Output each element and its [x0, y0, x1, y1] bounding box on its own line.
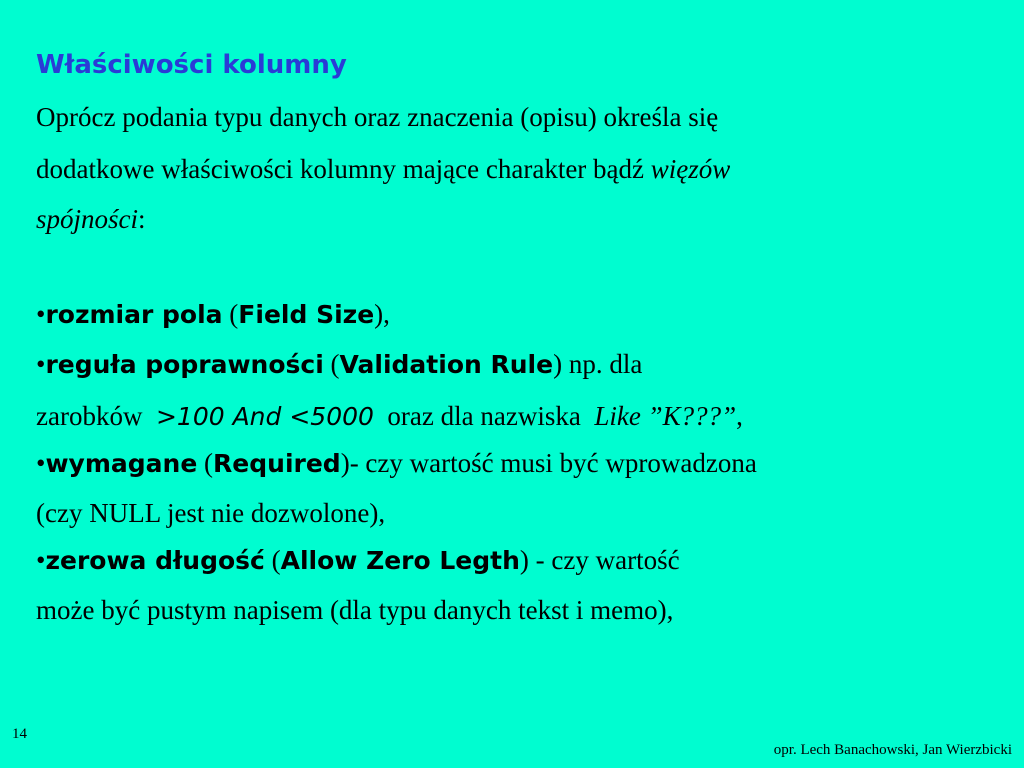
- bullet-marker: •: [36, 448, 46, 478]
- bullet-close: ) np. dla: [553, 349, 643, 379]
- intro-line-2: [36, 156, 730, 183]
- intro-line-3: [36, 206, 146, 233]
- bullet-open-paren: (: [264, 545, 281, 575]
- validation-expression: >100 And <5000: [155, 402, 374, 431]
- bullet-close: ) - czy wartość: [519, 545, 680, 575]
- bullet-allow-zero-length: [36, 547, 680, 574]
- bullet-term: wymagane: [45, 449, 198, 478]
- slide-title: Właściwości kolumny: [36, 50, 347, 80]
- page-number: 14: [12, 726, 27, 742]
- bullet-required: [36, 450, 757, 477]
- bullet-term: zerowa długość: [45, 546, 265, 575]
- cont-mid: oraz dla nazwiska: [373, 401, 595, 431]
- cont-text: może być pustym napisem (dla typu danych tekst i memo),: [36, 595, 674, 625]
- bullet-term: rozmiar pola: [45, 300, 223, 329]
- bullet-open-paren: (: [197, 448, 214, 478]
- bullet-term: reguła poprawności: [45, 350, 324, 379]
- bullet-open-paren: (: [222, 299, 239, 329]
- intro-line-2-italic: więzów: [650, 154, 731, 184]
- bullet-open-paren: (: [323, 349, 340, 379]
- bullet-english-term: Field Size: [238, 300, 375, 329]
- cont-text: (czy NULL jest nie dozwolone),: [36, 498, 386, 528]
- bullet-required-cont: [36, 500, 385, 527]
- bullet-close: )- czy wartość musi być wprowadzona: [340, 448, 757, 478]
- bullet-allow-zero-length-cont: [36, 597, 673, 624]
- intro-line-1-text: Oprócz podania typu danych oraz znaczenia (opisu) określa się: [36, 102, 719, 132]
- intro-line-1: [36, 104, 718, 131]
- like-expression: Like ”K???”: [594, 401, 737, 431]
- bullet-marker: •: [36, 545, 46, 575]
- bullet-validation-rule-cont: [36, 403, 743, 430]
- bullet-marker: •: [36, 349, 46, 379]
- intro-line-2-text: dodatkowe właściwości kolumny mające charakter bądź: [36, 154, 651, 184]
- author-credit: opr. Lech Banachowski, Jan Wierzbicki: [773, 742, 1012, 758]
- bullet-close: ),: [374, 299, 390, 329]
- intro-line-3-suffix: :: [138, 204, 146, 234]
- bullet-marker: •: [36, 299, 46, 329]
- intro-line-3-italic: spójności: [36, 204, 139, 234]
- bullet-field-size: [36, 301, 390, 328]
- cont-prefix: zarobków: [36, 401, 156, 431]
- bullet-english-term: Allow Zero Legth: [280, 546, 520, 575]
- bullet-english-term: Validation Rule: [339, 350, 554, 379]
- bullet-validation-rule: [36, 351, 642, 378]
- bullet-english-term: Required: [213, 449, 341, 478]
- cont-suffix: ,: [736, 401, 743, 431]
